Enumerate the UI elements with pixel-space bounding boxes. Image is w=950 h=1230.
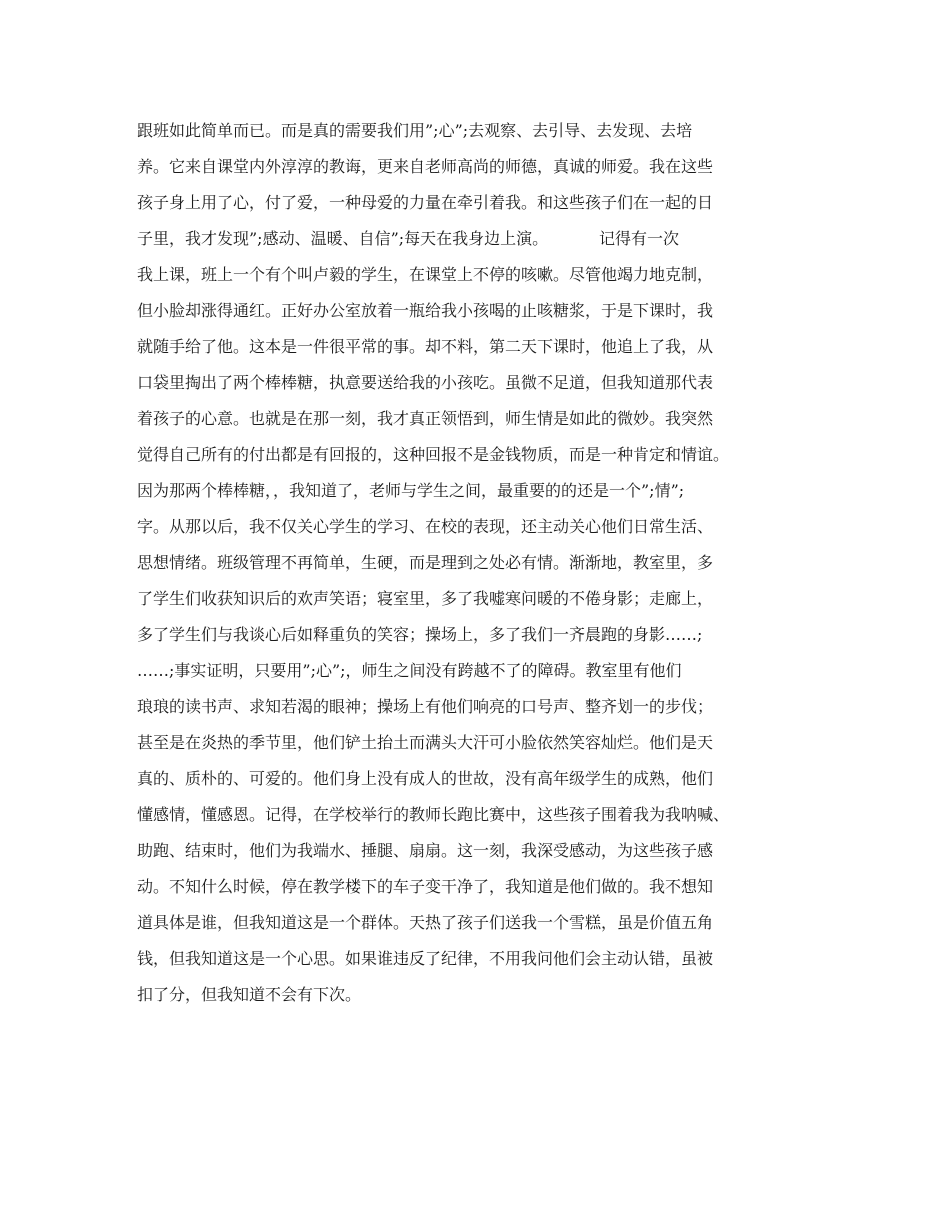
text-line: 思想情绪。班级管理不再简单，生硬，而是理到之处必有情。渐渐地，教室里，多 xyxy=(137,553,714,572)
text-line: 甚至是在炎热的季节里，他们铲土抬土而满头大汗可小脸依然笑容灿烂。他们是天 xyxy=(137,733,714,752)
text-line: 助跑、结束时，他们为我端水、捶腿、扇扇。这一刻，我深受感动，为这些孩子感 xyxy=(137,841,714,860)
text-line: 懂感情，懂感恩。记得，在学校举行的教师长跑比赛中，这些孩子围着我为我呐喊、 xyxy=(137,805,730,824)
text-line: 多了学生们与我谈心后如释重负的笑容；操场上，多了我们一齐晨跑的身影……; xyxy=(137,625,703,644)
text-line: 但小脸却涨得通红。正好办公室放着一瓶给我小孩喝的止咳糖浆，于是下课时，我 xyxy=(137,301,714,320)
text-line: 动。不知什么时候，停在教学楼下的车子变干净了，我知道是他们做的。我不想知 xyxy=(137,877,714,896)
text-line: 扣了分，但我知道不会有下次。 xyxy=(137,985,362,1004)
text-line: ……;事实证明，只要用”;心”;，师生之间没有跨越不了的障碍。教室里有他们 xyxy=(137,661,682,680)
text-line: 因为那两个棒棒糖，，我知道了，老师与学生之间，最重要的的还是一个”;情”; xyxy=(137,481,685,500)
text-line: 字。从那以后，我不仅关心学生的学习、在校的表现，还主动关心他们日常生活、 xyxy=(137,517,714,536)
text-line: 我上课，班上一个有个叫卢毅的学生，在课堂上不停的咳嗽。尽管他竭力地克制， xyxy=(137,265,714,284)
text-line: 道具体是谁，但我知道这是一个群体。天热了孩子们送我一个雪糕，虽是价值五角 xyxy=(137,913,714,932)
text-line: 口袋里掏出了两个棒棒糖，执意要送给我的小孩吃。虽微不足道，但我知道那代表 xyxy=(137,373,714,392)
text-line: 觉得自己所有的付出都是有回报的，这种回报不是金钱物质，而是一种肯定和情谊。 xyxy=(137,445,730,464)
text-line: 了学生们收获知识后的欢声笑语；寝室里，多了我嘘寒问暖的不倦身影；走廊上， xyxy=(137,589,714,608)
text-line: 琅琅的读书声、求知若渴的眼神；操场上有他们响亮的口号声、整齐划一的步伐； xyxy=(137,697,714,716)
text-line: 跟班如此简单而已。而是真的需要我们用”;心”;去观察、去引导、去发现、去培 xyxy=(137,121,693,140)
text-line: 着孩子的心意。也就是在那一刻，我才真正领悟到，师生情是如此的微妙。我突然 xyxy=(137,409,714,428)
text-line: 孩子身上用了心，付了爱，一种母爱的力量在牵引着我。和这些孩子们在一起的日 xyxy=(137,193,714,212)
text-line: 子里，我才发现”;感动、温暖、自信”;每天在我身边上演。 记得有一次 xyxy=(137,229,680,248)
text-line: 真的、质朴的、可爱的。他们身上没有成人的世故，没有高年级学生的成熟，他们 xyxy=(137,769,714,788)
body-paragraph xyxy=(137,113,827,1013)
text-line: 钱，但我知道这是一个心思。如果谁违反了纪律，不用我问他们会主动认错，虽被 xyxy=(137,949,714,968)
text-line: 就随手给了他。这本是一件很平常的事。却不料，第二天下课时，他追上了我，从 xyxy=(137,337,714,356)
text-line: 养。它来自课堂内外淳淳的教诲，更来自老师高尚的师德，真诚的师爱。我在这些 xyxy=(137,157,714,176)
